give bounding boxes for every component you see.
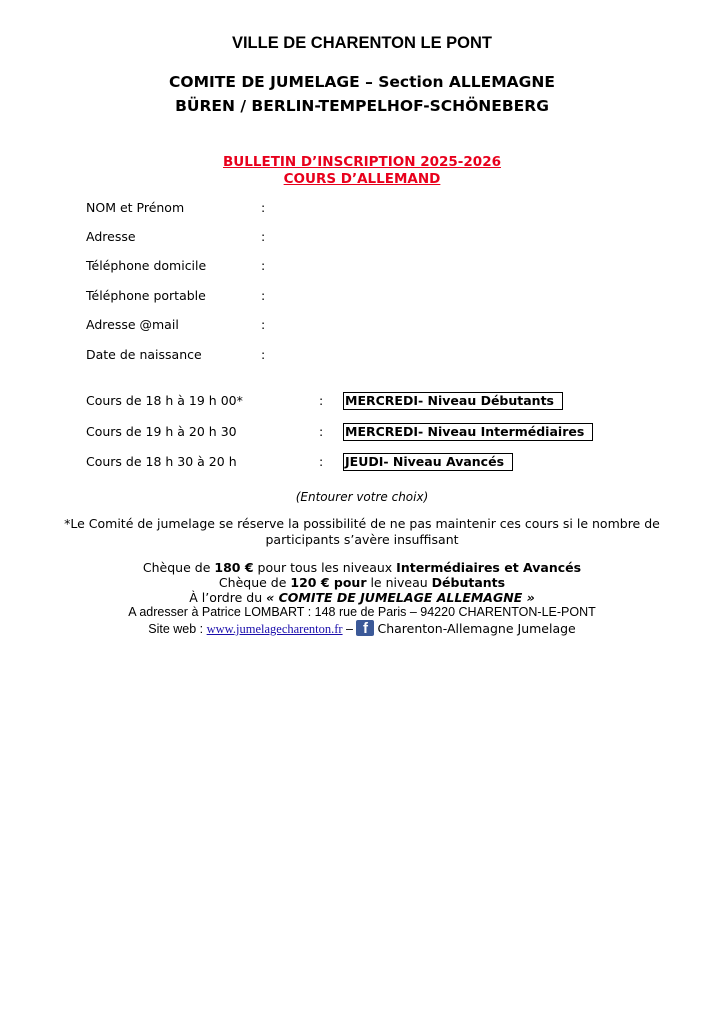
facebook-page-name[interactable]: Charenton-Allemagne Jumelage	[377, 621, 576, 636]
committee-title: COMITE DE JUMELAGE – Section ALLEMAGNE	[169, 73, 555, 91]
field-mobile-phone-colon: :	[261, 288, 266, 303]
field-home-phone-colon: :	[261, 258, 266, 273]
cancellation-note-line1: *Le Comité de jumelage se réserve la possibilité de ne pas maintenir ces cours si le nombre de	[64, 516, 660, 531]
course-intermediate-time: Cours de 19 h à 20 h 30	[86, 424, 237, 439]
order-prefix: À l’ordre du	[189, 590, 267, 605]
website-link[interactable]: www.jumelagecharenton.fr	[206, 622, 343, 636]
payment-order	[0, 590, 724, 605]
cheque2-levels: Débutants	[431, 575, 506, 590]
cheque1-levels: Intermédiaires et Avancés	[396, 560, 582, 575]
payment-cheque-120	[0, 575, 724, 590]
cheque1-prefix: Chèque de	[142, 560, 215, 575]
cheque1-mid: pour tous les niveaux	[253, 560, 397, 575]
bulletin-subtitle	[0, 168, 724, 187]
course-advanced-time: Cours de 18 h 30 à 20 h	[86, 454, 237, 469]
course-beginner-option[interactable]: MERCREDI- Niveau Débutants	[343, 392, 563, 410]
twin-cities-title: BÜREN / BERLIN-TEMPELHOF-SCHÖNEBERG	[175, 97, 549, 115]
bulletin-subtitle-text: COURS D’ALLEMAND	[283, 171, 441, 187]
field-address-colon: :	[261, 229, 266, 244]
field-address-label: Adresse	[86, 229, 136, 244]
field-home-phone-label: Téléphone domicile	[86, 258, 207, 273]
cheque1-amount: 180 €	[214, 560, 254, 575]
course-beginner-colon: :	[319, 393, 324, 408]
payment-cheque-180	[0, 560, 724, 575]
cheque2-prefix: Chèque de	[218, 575, 291, 590]
website-line	[0, 620, 724, 637]
field-birthdate-label: Date de naissance	[86, 347, 202, 362]
cheque2-mid: le niveau	[366, 575, 432, 590]
facebook-icon[interactable]: f	[356, 620, 374, 636]
site-dash: –	[342, 622, 357, 636]
field-name-label: NOM et Prénom	[86, 200, 185, 215]
choice-hint: (Entourer votre choix)	[295, 490, 429, 504]
field-birthdate-colon: :	[261, 347, 266, 362]
course-advanced-colon: :	[319, 454, 324, 469]
course-intermediate-colon: :	[319, 424, 324, 439]
course-intermediate-option[interactable]: MERCREDI- Niveau Intermédiaires	[343, 423, 593, 441]
order-name: « COMITE DE JUMELAGE ALLEMAGNE »	[266, 590, 535, 605]
mailing-address: A adresser à Patrice LOMBART : 148 rue de Paris – 94220 CHARENTON-LE-PONT	[128, 605, 596, 619]
bulletin-title-text: BULLETIN D’INSCRIPTION 2025-2026	[223, 154, 501, 170]
course-beginner-time: Cours de 18 h à 19 h 00*	[86, 393, 243, 408]
cancellation-note-line2: participants s’avère insuffisant	[265, 532, 459, 547]
field-name-colon: :	[261, 200, 266, 215]
field-email-label: Adresse @mail	[86, 317, 179, 332]
cheque2-amount: 120 € pour	[290, 575, 367, 590]
site-prefix: Site web :	[148, 622, 207, 636]
field-email-colon: :	[261, 317, 266, 332]
city-title: VILLE DE CHARENTON LE PONT	[231, 34, 493, 52]
course-advanced-option[interactable]: JEUDI- Niveau Avancés	[343, 453, 513, 471]
field-mobile-phone-label: Téléphone portable	[86, 288, 206, 303]
